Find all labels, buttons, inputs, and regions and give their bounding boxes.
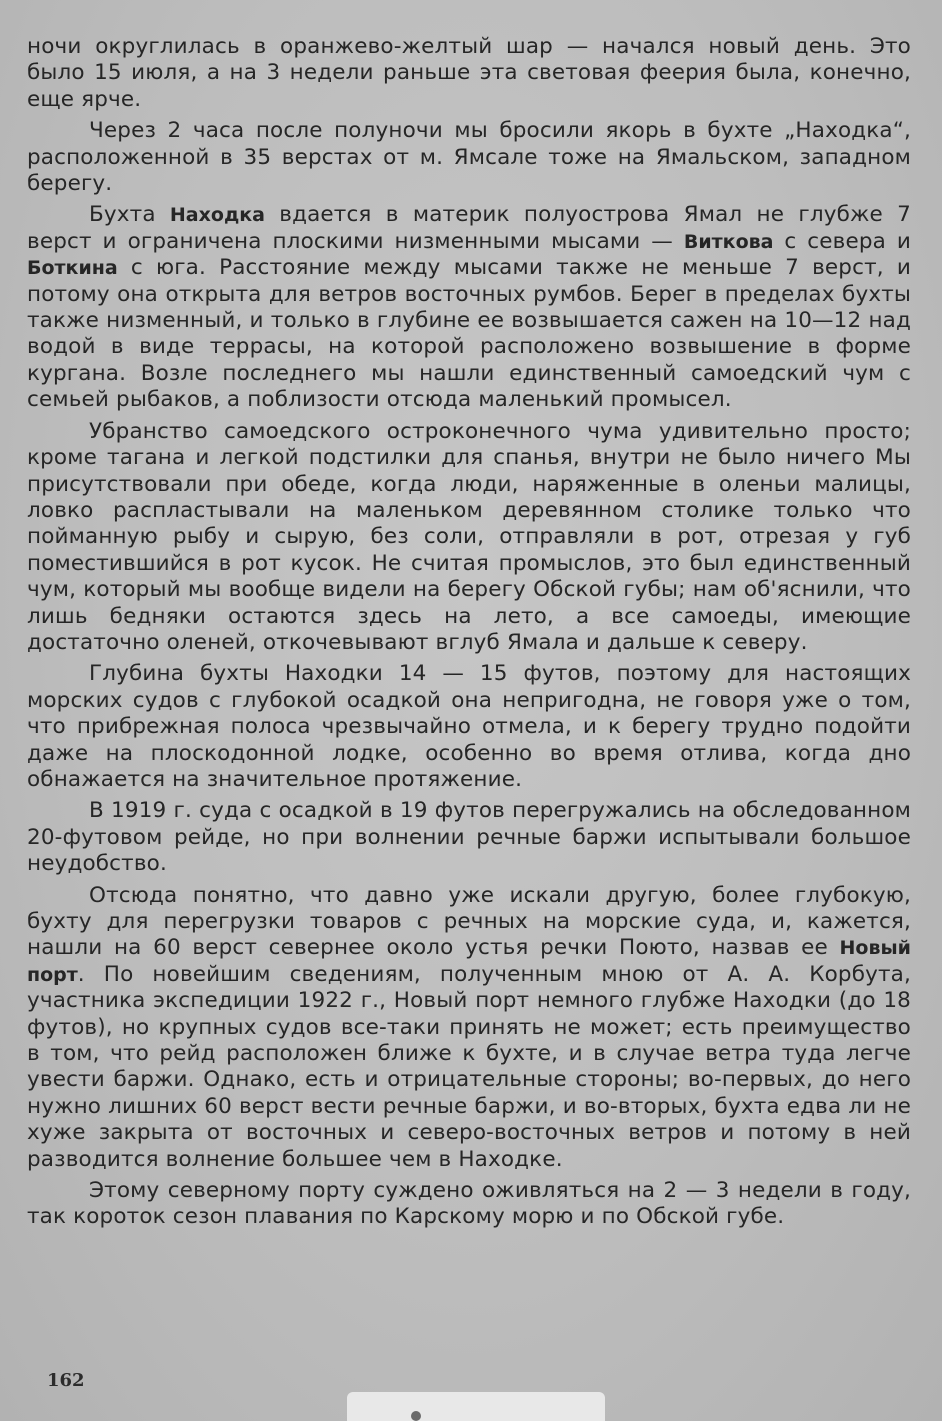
paragraph-1 xyxy=(27,34,911,113)
text-run: вдается в материк полуострова Ямал не глубже 7 верст и ограничена плоскими низменными мысами — xyxy=(27,202,911,254)
text-run: Убранство самоедского остроконечного чума удивительно просто; кроме тагана и легкой подстилки для спанья, внутри не было ничего Мы присутствовали при обеде, когда люди, наряженные в оленьи малицы, ловко распластывали на маленьком деревянном столике только что пойманную рыбу и сырую, без соли, отправляли в рот, отрезая у губ поместившийся в рот кусок. Не считая промыслов, это был единственный чум, который мы вообще видели на берегу Обской губы; нам об'яснили, что лишь бедняки остаются здесь на лето, а все самоеды, имеющие достаточно оленей, откочевывают вглуб Ямала и дальше к северу. xyxy=(27,418,911,655)
paragraph-6 xyxy=(27,798,911,877)
paragraph-2 xyxy=(27,118,911,197)
bold-term: Новый порт xyxy=(27,937,911,986)
bold-term: Боткина xyxy=(27,257,118,280)
text-run: . По новейшим сведениям, полученным мною от А. А. Корбута, участника экспедиции 1922 г., Новый порт немного глубже Находки (до 18 футов), но крупных судов все-таки принять не может; есть преимущество в том, что рейд расположен ближе к бухте, и в случае ветра туда легче увести баржи. Однако, есть и отрицательные стороны; во-первых, до него нужно лишних 60 верст вести речные баржи, и во-вторых, бухта едва ли не хуже закрыта от восточных и северо-восточных ветров и потому в ней разводится волнение большее чем в Находке. xyxy=(27,961,911,1172)
bold-term: Виткова xyxy=(683,230,774,253)
paragraph-3 xyxy=(27,202,911,413)
bold-term: Находка xyxy=(169,204,265,227)
text-run: Этому северному порту суждено оживляться на 2 — 3 недели в году, так короток сезон плавания по Карскому морю и по Обской губе. xyxy=(27,1178,911,1230)
page-number: 162 xyxy=(47,1370,85,1391)
text-run: Глубина бухты Находки 14 — 15 футов, поэтому для настоящих морских судов с глубокой осадкой она непригодна, не говоря уже о том, что прибрежная полоса чрезвычайно отмела, и к берегу трудно подойти даже на плоскодонной лодке, особенно во время отлива, когда дно обнажается на значительное протяжение. xyxy=(27,661,911,792)
paragraph-7 xyxy=(27,883,911,1173)
paragraph-4 xyxy=(27,419,911,657)
text-run: с юга. Расстояние между мысами также не меньше 7 верст, и потому она открыта для ветров восточных румбов. Берег в пределах бухты также низменный, и только в глубине ее возвышается сажен на 10—12 над водой в виде террасы, на которой расположено возвышение в форме кургана. Возле последнего мы нашли единственный самоедский чум с семьей рыбаков, а поблизости отсюда маленький промысел. xyxy=(27,255,911,413)
text-run: Бухта xyxy=(89,202,170,228)
paragraph-8 xyxy=(27,1178,911,1231)
text-run: с севера и xyxy=(773,228,911,254)
scan-edge-strip xyxy=(347,1392,605,1421)
body-text xyxy=(27,34,911,1236)
text-run: ночи округлилась в оранжево-желтый шар — начался новый день. Это было 15 июля, а на 3 недели раньше эта световая феерия была, конечно, еще ярче. xyxy=(27,34,911,112)
text-run: Через 2 часа после полуночи мы бросили якорь в бухте „Находка“, расположенной в 35 верстах от м. Ямсале тоже на Ямальском, западном берегу. xyxy=(27,118,911,197)
scan-mark xyxy=(411,1411,421,1421)
paragraph-5 xyxy=(27,661,911,793)
text-run: В 1919 г. суда с осадкой в 19 футов перегружались на обследованном 20-футовом рейде, но при волнении речные баржи испытывали большое неудобство. xyxy=(27,798,911,877)
text-run: Отсюда понятно, что давно уже искали другую, более глубокую, бухту для перегрузки товаров с речных на морские суда, и, кажется, нашли на 60 верст севернее около устья речки Поюто, назвав ее xyxy=(27,882,911,961)
